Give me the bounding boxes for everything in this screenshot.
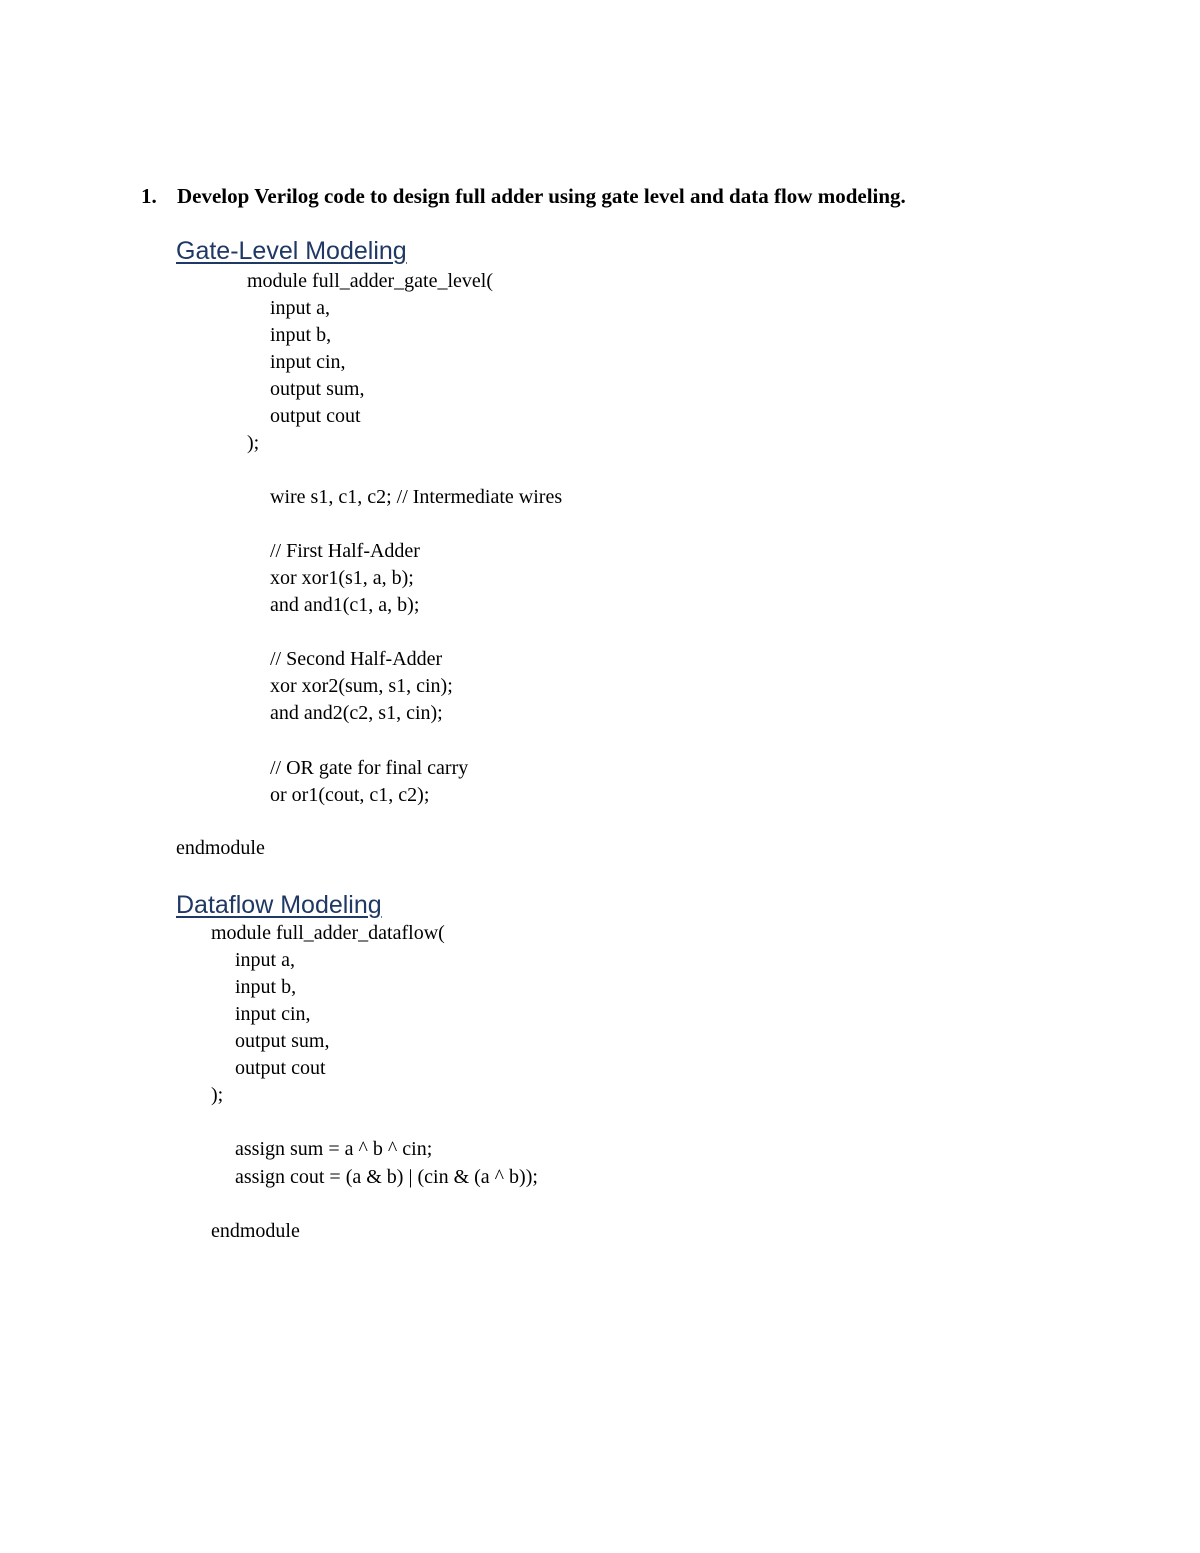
code-line: and and2(c2, s1, cin); xyxy=(270,702,443,724)
code-line: endmodule xyxy=(211,1220,300,1242)
code-line: output cout xyxy=(270,405,361,427)
code-line: endmodule xyxy=(176,837,265,859)
dataflow-heading: Dataflow Modeling xyxy=(176,891,382,919)
code-line: and and1(c1, a, b); xyxy=(270,594,420,616)
code-line: module full_adder_dataflow( xyxy=(211,922,445,944)
code-line: assign sum = a ^ b ^ cin; xyxy=(235,1138,433,1160)
code-line: ); xyxy=(247,432,260,454)
code-line: // Second Half-Adder xyxy=(270,648,443,670)
code-line: // OR gate for final carry xyxy=(270,757,469,779)
code-line: xor xor1(s1, a, b); xyxy=(270,567,414,589)
question-number: 1. xyxy=(141,184,157,208)
code-line: ); xyxy=(211,1084,224,1106)
code-line: or or1(cout, c1, c2); xyxy=(270,784,430,806)
code-line: input cin, xyxy=(270,351,346,373)
gate-level-heading: Gate-Level Modeling xyxy=(176,237,407,265)
code-line: input a, xyxy=(270,297,330,319)
code-line: // First Half-Adder xyxy=(270,540,420,562)
code-line: input a, xyxy=(235,949,295,971)
code-line: module full_adder_gate_level( xyxy=(247,270,494,292)
code-line: xor xor2(sum, s1, cin); xyxy=(270,675,453,697)
code-line: input b, xyxy=(235,976,297,998)
code-line: wire s1, c1, c2; // Intermediate wires xyxy=(270,486,563,508)
code-line: input cin, xyxy=(235,1003,311,1025)
code-line: output sum, xyxy=(235,1030,330,1052)
code-line: input b, xyxy=(270,324,332,346)
code-line: assign cout = (a & b) | (cin & (a ^ b)); xyxy=(235,1166,538,1188)
question-text: Develop Verilog code to design full adder using gate level and data flow modeling. xyxy=(177,184,906,208)
code-line: output cout xyxy=(235,1057,326,1079)
code-line: output sum, xyxy=(270,378,365,400)
question-title xyxy=(141,182,906,210)
